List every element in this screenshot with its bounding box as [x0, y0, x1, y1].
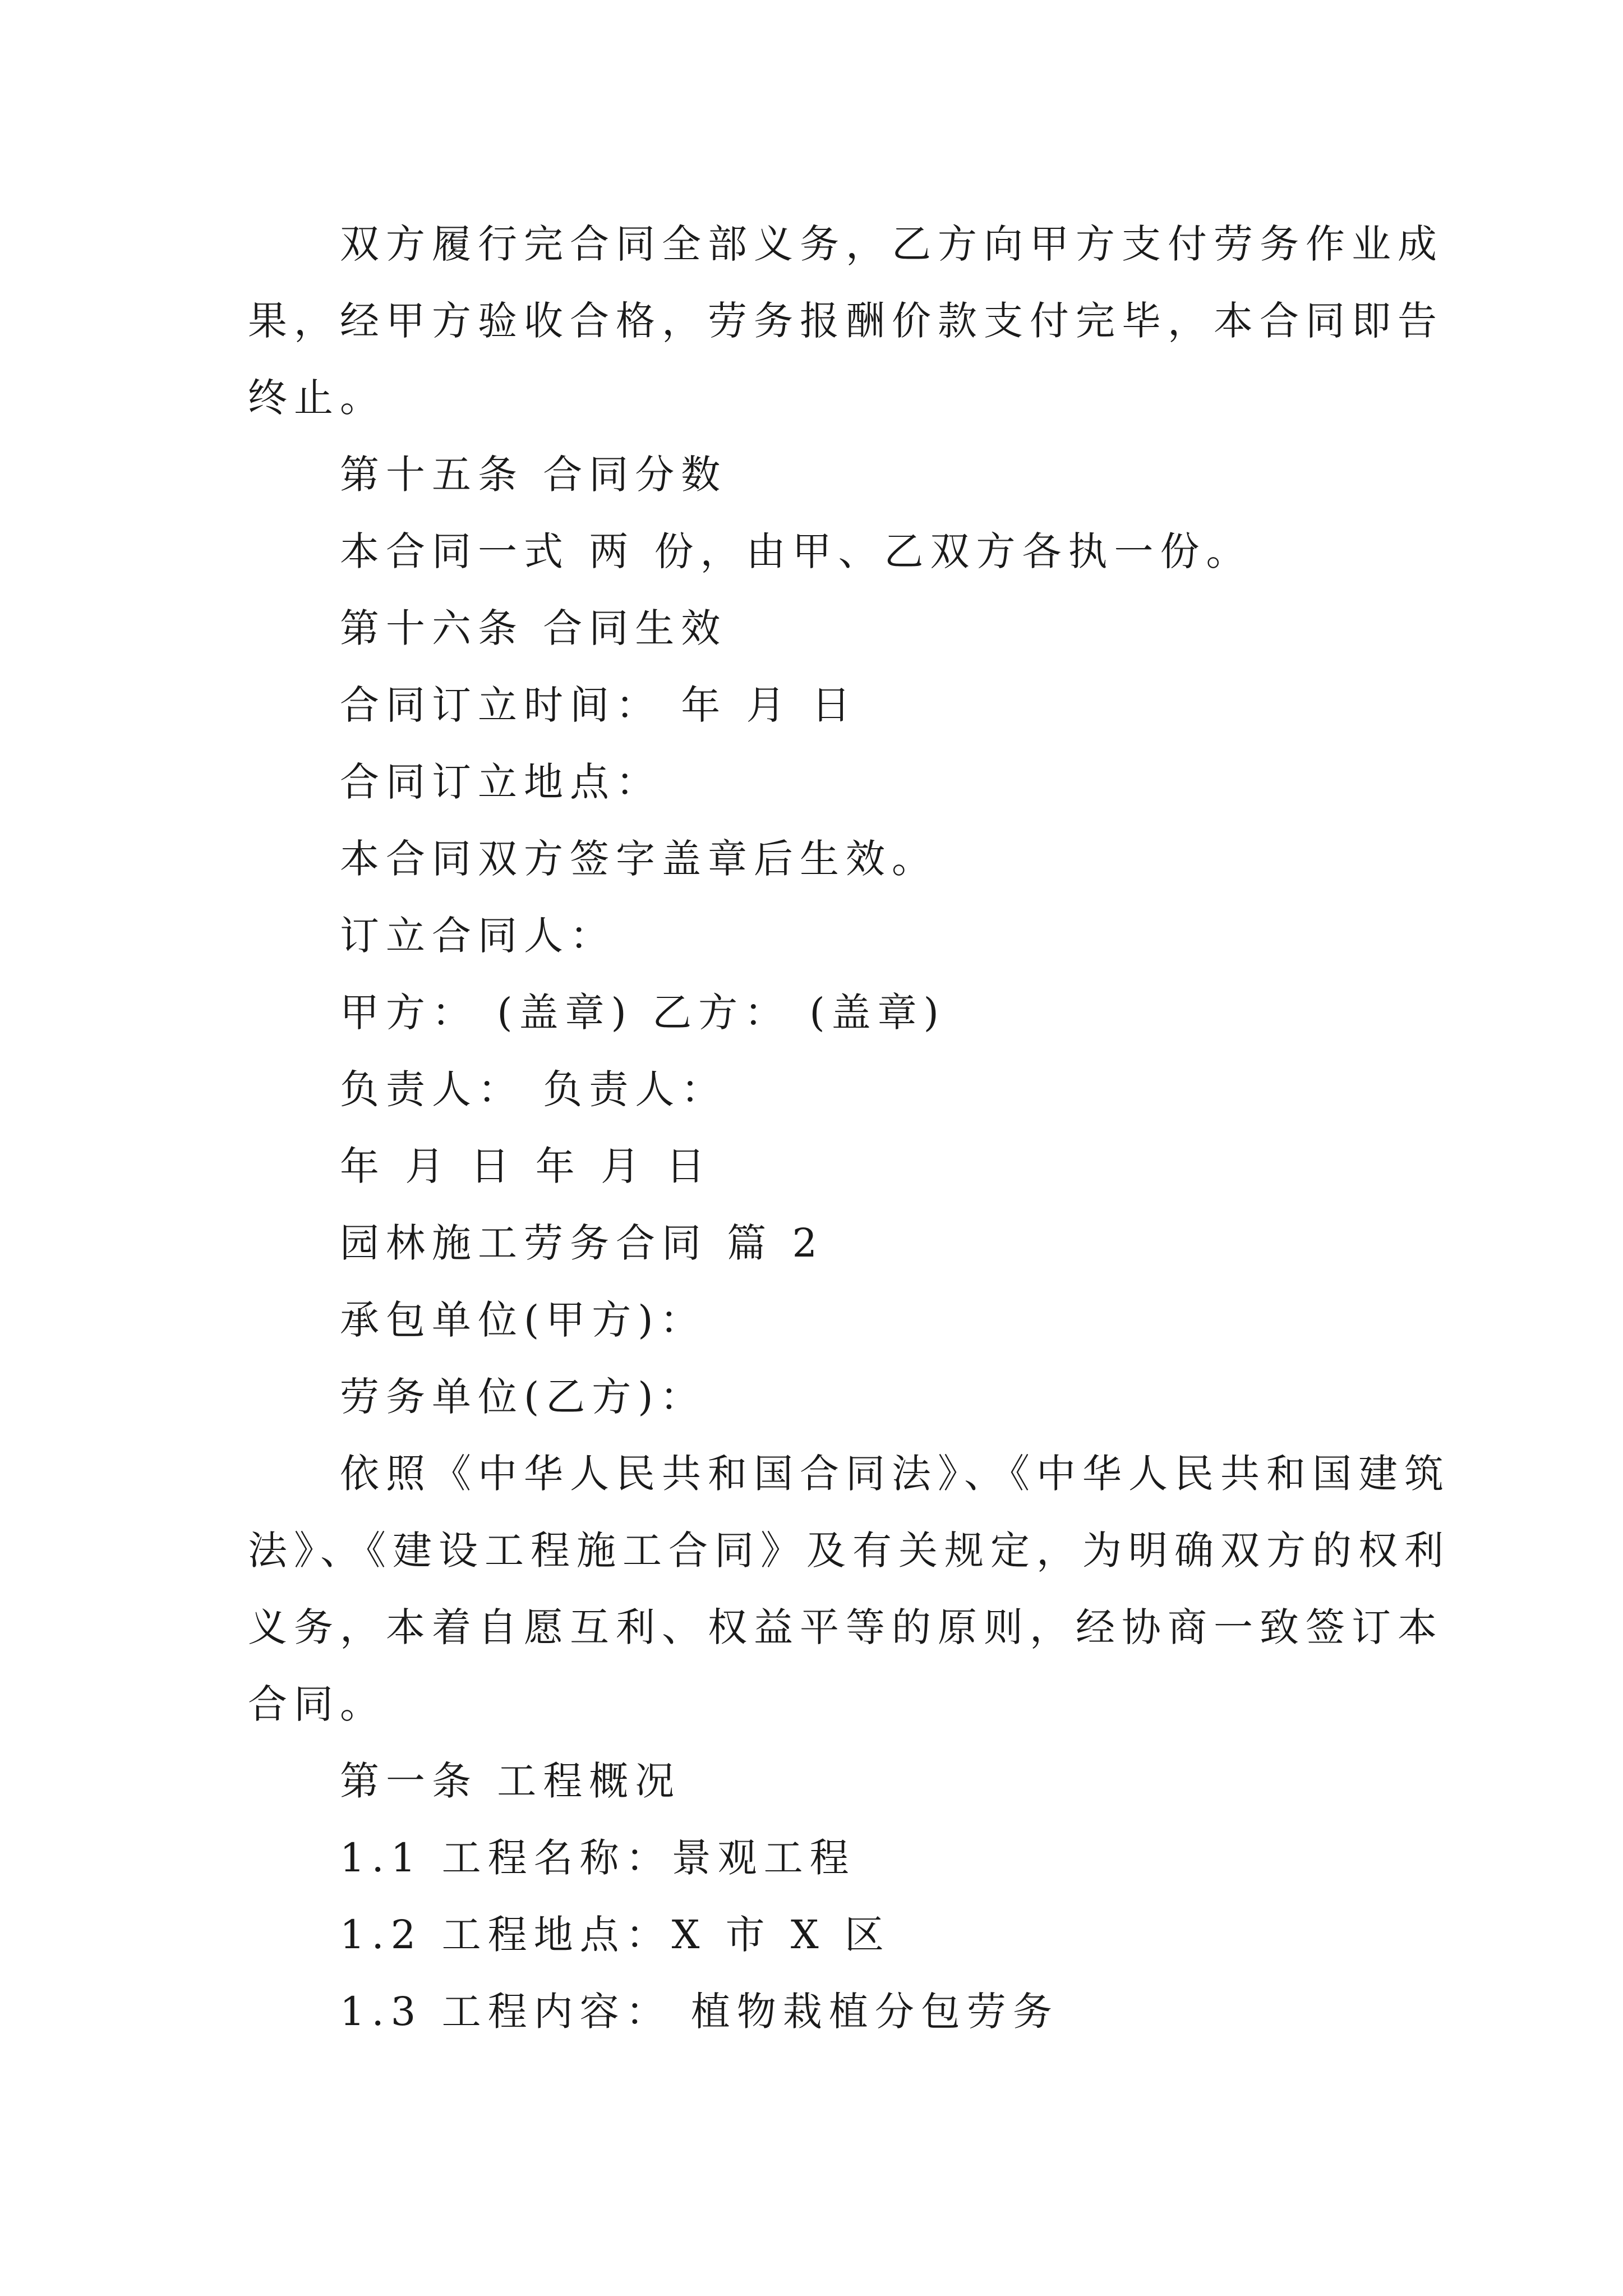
paragraph-line: 果，经甲方验收合格，劳务报酬价款支付完毕，本合同即告: [248, 298, 1444, 344]
signature-line: 甲方： (盖章) 乙方： (盖章): [340, 990, 946, 1036]
paragraph-line: 双方履行完合同全部义务，乙方向甲方支付劳务作业成: [340, 221, 1444, 267]
date-line: 年 月 日 年 月 日: [340, 1143, 712, 1189]
paragraph-line: 本合同一式 两 份，由甲、乙双方各执一份。: [340, 528, 1252, 574]
party-line: 承包单位(甲方)：: [340, 1297, 706, 1343]
party-line: 劳务单位(乙方)：: [340, 1374, 706, 1420]
paragraph-line: 合同订立地点：: [340, 759, 662, 805]
signature-line: 负责人： 负责人：: [340, 1066, 727, 1112]
paragraph-line: 法》、《建设工程施工合同》及有关规定，为明确双方的权利: [248, 1527, 1450, 1573]
paragraph-line: 终止。: [248, 375, 386, 421]
list-item: 1.2 工程地点：X 市 X 区: [340, 1912, 891, 1958]
paragraph-line: 合同订立时间： 年 月 日: [340, 682, 857, 728]
section-heading: 第一条 工程概况: [340, 1758, 681, 1804]
paragraph-line: 依照《中华人民共和国合同法》、《中华人民共和国建筑: [340, 1451, 1450, 1497]
paragraph-line: 合同。: [248, 1681, 386, 1727]
paragraph-line: 本合同双方签字盖章后生效。: [340, 836, 938, 882]
paragraph-line: 订立合同人：: [340, 913, 616, 959]
list-item: 1.3 工程内容： 植物栽植分包劳务: [340, 1989, 1059, 2035]
section-heading: 第十六条 合同生效: [340, 605, 727, 651]
document-title: 园林施工劳务合同 篇 2: [340, 1220, 824, 1266]
section-heading: 第十五条 合同分数: [340, 452, 727, 498]
paragraph-line: 义务，本着自愿互利、权益平等的原则，经协商一致签订本: [248, 1604, 1444, 1650]
list-item: 1.1 工程名称：景观工程: [340, 1835, 856, 1881]
